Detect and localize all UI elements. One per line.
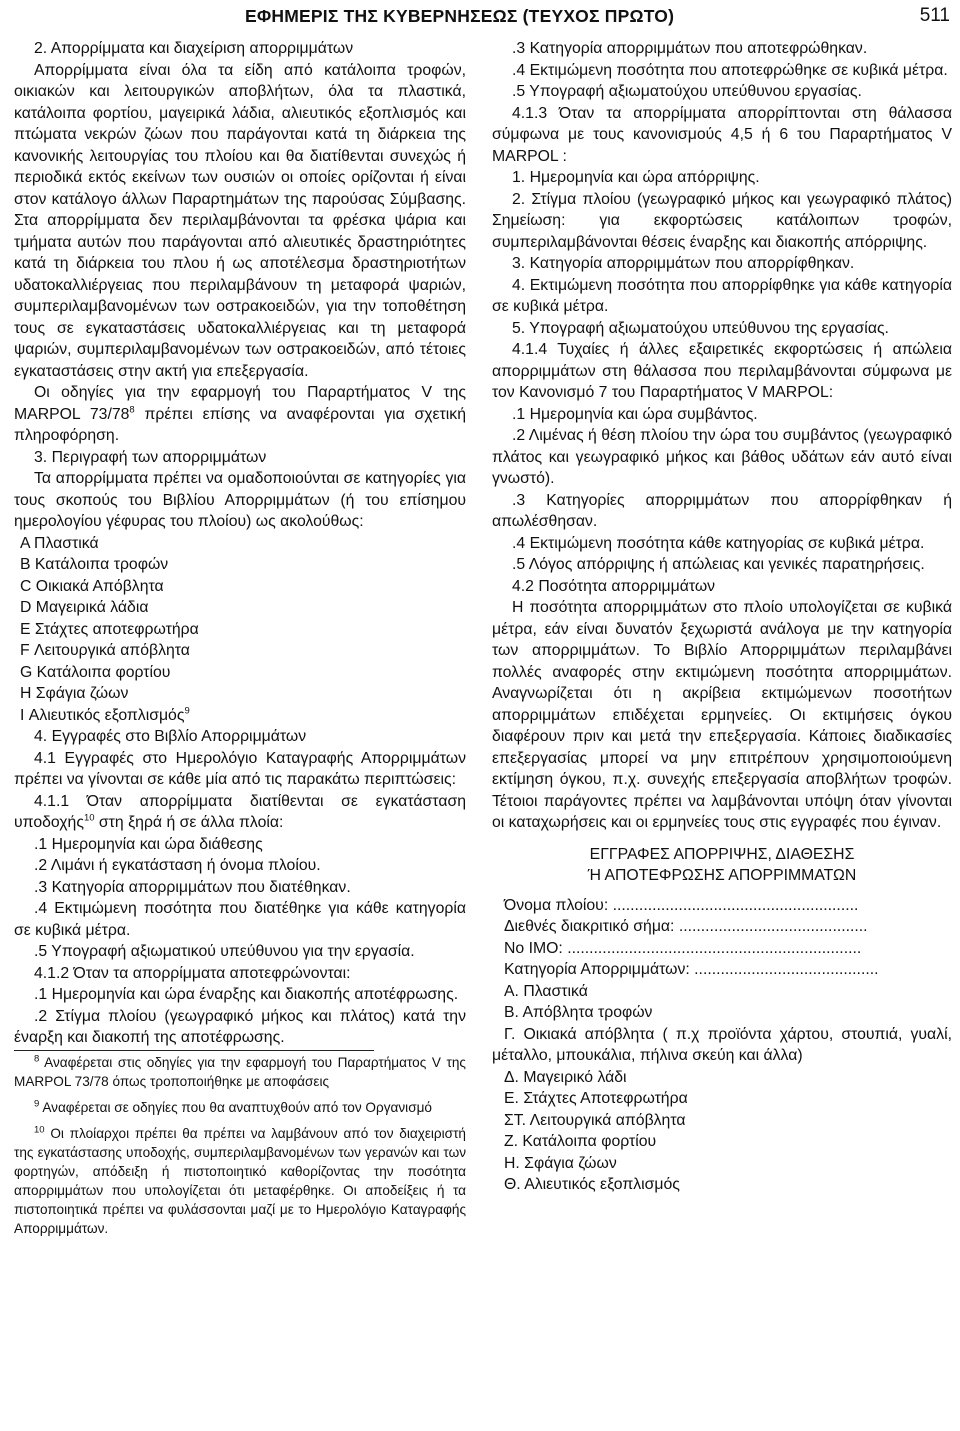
list-item: 1. Ημερομηνία και ώρα απόρριψης.: [512, 169, 760, 186]
footnote-ref: 10: [83, 812, 95, 824]
list-item: .5 Υπογραφή αξιωματικού υπεύθυνου για την εργασία.: [34, 943, 415, 960]
list-item: .1 Ημερομηνία και ώρα έναρξης και διακοπής αποτέφρωσης.: [34, 986, 459, 1003]
list-item: .5 Λόγος απόρριψης ή απώλειας και γενικές παρατηρήσεις.: [512, 556, 925, 573]
list-item: .3 Κατηγορία απορριμμάτων που αποτεφρώθηκαν.: [512, 40, 868, 57]
list-item: 4.1.2 Όταν τα απορρίμματα αποτεφρώνονται:: [34, 964, 351, 982]
list-item: 2. Στίγμα πλοίου (γεωγραφικό μήκος και γεωγραφικό πλάτος) Σημείωση: για εκφορτώσεις κατάλοιπων τροφών, συμπεριλαμβάνονται θέσεις έναρξης και διακοπής απόρριψης.: [492, 190, 952, 251]
paragraph: Τα απορρίμματα πρέπει να ομαδοποιούνται σε κατηγορίες για τους σκοπούς του Βιβλίου Απορριμμάτων (ή του επίσημου ημερολογίου γέφυρας του πλοίου) ως ακολούθως:: [14, 470, 466, 530]
form-field: Κατηγορία Απορριμμάτων: ..........................................: [504, 961, 879, 978]
list-item: .2 Λιμένας ή θέση πλοίου την ώρα του συμβάντος (γεωγραφικό πλάτος και γεωγραφικό μήκος και βάθος υδάτων εάν αυτό είναι γνωστό).: [492, 427, 952, 487]
footnote-divider: [14, 1050, 374, 1051]
list-item: Δ. Μαγειρικό λάδι: [504, 1068, 627, 1086]
list-item: Α Πλαστικά: [20, 534, 99, 552]
footnote: $^8$ Αναφέρεται στις οδηγίες για την εφαρμογή του Παραρτήματος V της MARPOL 73/78 όπως τροποποιήθηκε με αποφάσεις: [14, 1052, 466, 1089]
list-item: Β. Απόβλητα τροφών: [504, 1004, 653, 1021]
list-item: .1 Ημερομηνία και ώρα συμβάντος.: [512, 405, 758, 423]
paragraph: 4.1.3 Όταν τα απορρίμματα απορρίπτονται στη θάλασσα σύμφωνα με τους κανονισμούς 4,5 ή 6 του Παραρτήματος V MARPOL :: [492, 104, 952, 165]
footnote: $^{10}$ Οι πλοίαρχοι πρέπει θα πρέπει να λαμβάνουν από τον διαχειριστή της εγκατάστασης υποδοχής, συμπεριλαμβανομένων των γερανών και των φορτηγών, απόδειξη ή πιστοποιητικό καθορίζοντας την ποσότητα απορριμμάτων που υπολογίζεται ότι μεταφέρθηκε. Οι αποδείξεις ή τα πιστοποιητικά πρέπει να φυλάσσονται μαζί με το Ημερολόγιο Καταγραφής Απορριμμάτων.: [14, 1123, 466, 1236]
list-item: .4 Εκτιμώμενη ποσότητα κάθε κατηγορίας σε κυβικά μέτρα.: [512, 534, 925, 552]
gazette-title: ΕΦΗΜΕΡΙΣ ΤΗΣ ΚΥΒΕΡΝΗΣΕΩΣ (ΤΕΥΧΟΣ ΠΡΩΤΟ): [245, 6, 675, 26]
list-item: Η. Σφάγια ζώων: [504, 1154, 617, 1172]
list-item: Α. Πλαστικά: [504, 982, 588, 1000]
list-item: Ζ. Κατάλοιπα φορτίου: [504, 1133, 657, 1150]
form-field: Όνομα πλοίου: ........................................................: [504, 896, 859, 914]
list-item: .4 Εκτιμώμενη ποσότητα που διατέθηκε για κάθε κατηγορία σε κυβικά μέτρα.: [14, 900, 466, 939]
list-item: .5 Υπογραφή αξιωματούχου υπεύθυνου εργασίας.: [512, 83, 862, 100]
list-item: .3 Κατηγορία απορριμμάτων που διατέθηκαν.: [34, 878, 351, 896]
page-header: [0, 2, 960, 34]
list-item: Γ. Οικιακά απόβλητα ( π.χ προϊόντα χάρτου, στουπιά, γυαλί, μέταλλο, μπουκάλια, πήλινα σκεύη και άλλα): [492, 1025, 952, 1064]
list-item: D Μαγειρικά λάδια: [20, 599, 149, 616]
footnote-ref: 8: [129, 404, 135, 416]
right-column: [492, 38, 952, 1196]
list-item: 3. Κατηγορία απορριμμάτων που απορρίφθηκαν.: [512, 255, 855, 272]
list-item: 5. Υπογραφή αξιωματούχου υπεύθυνου της εργασίας.: [512, 319, 889, 337]
list-item: C Οικιακά Απόβλητα: [20, 577, 164, 595]
form-field: Νο ΙΜΟ: ...................................................................: [504, 939, 862, 957]
form-title: Ή ΑΠΟΤΕΦΡΩΣΗΣ ΑΠΟΡΡΙΜΜΑΤΩΝ: [587, 867, 857, 884]
paragraph: Απορρίμματα είναι όλα τα είδη από κατάλοιπα τροφών, οικιακών και λειτουργικών αποβλήτων, όλα τα πλαστικά, κατάλοιπα φορτίου, μαγειρικά λάδια, αλιευτικός εξοπλισμός και πτώματα νεκρών ζώων που παράγονται κατά τη διάρκεια της κανονικής λειτουργίας του πλοίου και θα διατίθενται συνεχώς ή περιοδικά εκτός εκείνων των ουσιών οι οποίες ορίζονται ή είναι στον κατάλογο άλλων Παραρτημάτων της παρούσας Σύμβασης. Στα απορρίμματα δεν περιλαμβάνονται τα φρέσκα ψάρια και τμήματα αυτών που παράγονται από αλιευτικές δραστηριότητες κατά τη διάρκεια του πλου ή ως αποτέλεσμα δραστηριοτήτων υδατοκαλλιέργειας που περιλαμβάνουν τη μεταφορά ψαριών, συμπεριλαμβανομένων των οστρακοειδών, για την τοποθέτηση τους σε εγκαταστάσεις υδατοκαλλιέργειας και τη μεταφορά ψαριών, συμπεριλαμβανομένων των οστρακοειδών, από τέτοιες εγκαταστάσεις στην ακτή για επεξεργασία.: [14, 61, 466, 380]
section-heading: 3. Περιγραφή των απορριμμάτων: [34, 448, 267, 466]
list-item: .1 Ημερομηνία και ώρα διάθεσης: [34, 835, 263, 853]
form-field: Διεθνές διακριτικό σήμα: ...........................................: [504, 918, 868, 935]
list-item: .2 Στίγμα πλοίου (γεωγραφικό μήκος και πλάτος) κατά την έναρξη και διακοπή της αποτέφρωσης.: [14, 1007, 466, 1046]
list-item: F Λειτουργικά απόβλητα: [20, 642, 190, 659]
list-item: .3 Κατηγορίες απορριμμάτων που απορρίφθηκαν ή απωλέσθησαν.: [492, 491, 952, 530]
paragraph: 4.1.4 Τυχαίες ή άλλες εξαιρετικές εκφορτώσεις ή απώλεια απορριμμάτων στη θάλασσα που περιλαμβάνονται σύμφωνα με τον Κανονισμό 7 του Παραρτήματος V MARPOL:: [492, 341, 952, 401]
footnote: $^9$ Αναφέρεται σε οδηγίες που θα αναπτυχθούν από τον Οργανισμό: [34, 1097, 432, 1115]
paragraph: 4.1.1 Όταν απορρίμματα διατίθενται σε εγκατάσταση υποδοχής$^{10}$ στη ξηρά ή σε άλλα πλοία:: [14, 792, 466, 831]
paragraph: 4.1 Εγγραφές στο Ημερολόγιο Καταγραφής Απορριμμάτων πρέπει να γίνονται σε κάθε μία από τις παρακάτω περιπτώσεις:: [14, 749, 466, 788]
left-column: [14, 38, 466, 1238]
list-item: G Κατάλοιπα φορτίου: [20, 663, 171, 681]
paragraph: Οι οδηγίες για την εφαρμογή του Παραρτήματος V της MARPOL $73/78^8$ πρέπει επίσης να αναφέρονται για σχετική πληροφόρηση.: [14, 384, 466, 444]
page-number: 511: [919, 5, 950, 26]
section-heading: 4. Εγγραφές στο Βιβλίο Απορριμμάτων: [34, 728, 307, 745]
section-heading: 4.2 Ποσότητα απορριμμάτων: [512, 577, 716, 595]
list-item: Θ. Αλιευτικός εξοπλισμός: [504, 1176, 680, 1193]
list-item: H Σφάγια ζώων: [20, 685, 129, 702]
footnote-ref: 9: [184, 705, 190, 717]
list-item: ΣΤ. Λειτουργικά απόβλητα: [504, 1111, 686, 1129]
form-title: ΕΓΓΡΑΦΕΣ ΑΠΟΡΡΙΨΗΣ, ΔΙΑΘΕΣΗΣ: [589, 845, 855, 863]
list-item: .2 Λιμάνι ή εγκατάσταση ή όνομα πλοίου.: [34, 857, 321, 874]
paragraph: Η ποσότητα απορριμμάτων στο πλοίο υπολογίζεται σε κυβικά μέτρα, εάν είναι δυνατόν ξεχωριστά ανάλογα με την κατηγορία των απορριμμάτων. Το Βιβλίο Απορριμμάτων περιλαμβάνει πολλές αναφορές στην εκτιμώμενη ποσότητα απορριμμάτων. Αναγνωρίζεται ότι η ακρίβεια εκτιμώμενων ποσοτήτων απορριμμάτων επιδέχεται ερμηνείες. Οι εκτιμήσεις όγκου διαφέρουν πριν και μετά την επεξεργασία. Κάποιες διαδικασίες επεξεργασίας μπορεί να μην επιτρέπουν χρησιμοποιούμενη εκτίμηση όγκου, π.χ. συνεχής επεξεργασία αποβλήτων τροφών. Τέτοιοι παράγοντες πρέπει να λαμβάνονται υπόψη όταν γίνονται οι καταχωρήσεις και οι ερμηνείες τους στις εγγραφές που έγιναν.: [492, 599, 952, 831]
list-item: I Αλιευτικός εξοπλισμός$^9$: [20, 705, 190, 724]
list-item: Β Κατάλοιπα τροφών: [20, 556, 169, 573]
section-heading: 2. Απορρίμματα και διαχείριση απορριμμάτων: [34, 40, 354, 57]
list-item: .4 Εκτιμώμενη ποσότητα που αποτεφρώθηκε σε κυβικά μέτρα.: [512, 61, 948, 79]
list-item: Ε. Στάχτες Αποτεφρωτήρα: [504, 1090, 688, 1107]
list-item: 4. Εκτιμώμενη ποσότητα που απορρίφθηκε για κάθε κατηγορία σε κυβικά μέτρα.: [492, 276, 952, 315]
list-item: E Στάχτες αποτεφρωτήρα: [20, 620, 199, 638]
